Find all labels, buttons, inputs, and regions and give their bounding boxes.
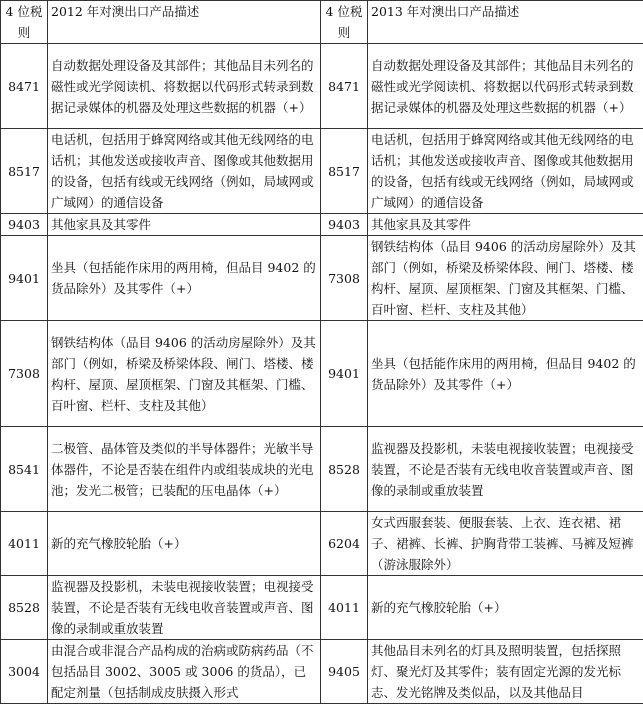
row-code-2013: 6204 <box>321 512 368 576</box>
row-desc-2012: 其他家具及其零件 <box>48 214 321 236</box>
row-code-2013: 9401 <box>321 321 368 427</box>
row-desc-2012: 新的充气橡胶轮胎（+） <box>48 512 321 576</box>
row-code-2012: 9401 <box>1 236 48 321</box>
table-row <box>1 512 643 576</box>
table-row <box>1 640 643 704</box>
row-code-2013: 9405 <box>321 640 368 704</box>
table-row <box>1 129 643 214</box>
header-desc-2013: 2013 年对澳出口产品描述 <box>368 1 643 44</box>
row-code-2012: 8528 <box>1 576 48 640</box>
row-code-2013: 8528 <box>321 427 368 512</box>
row-code-2012: 4011 <box>1 512 48 576</box>
row-code-2013: 8517 <box>321 129 368 214</box>
table-row <box>1 576 643 640</box>
row-desc-2012: 钢铁结构体（品目 9406 的活动房屋除外）及其部门（例如，桥梁及桥梁体段、闸门、塔楼、楼构杆、屋顶、屋顶框架、门窗及其框架、门槛、百叶窗、栏杆、支柱及其他） <box>48 321 321 427</box>
table-row <box>1 427 643 512</box>
row-desc-2013: 其他品目未列名的灯具及照明装置，包括探照灯、聚光灯及其零件；装有固定光源的发光标志、发光铭牌及类似品，以及其他品目 <box>368 640 643 704</box>
header-code-2013: 4 位税则 <box>321 1 368 44</box>
row-code-2013: 7308 <box>321 236 368 321</box>
row-desc-2013: 自动数据处理设备及其部件；其他品目未列名的磁性或光学阅读机、将数据以代码形式转录到数据记录媒体的机器及处理这些数据的机器（+） <box>368 44 643 129</box>
row-code-2012: 8517 <box>1 129 48 214</box>
table-row <box>1 44 643 129</box>
row-code-2013: 8471 <box>321 44 368 129</box>
row-desc-2012: 电话机，包括用于蜂窝网络或其他无线网络的电话机；其他发送或接收声音、图像或其他数据用的设备，包括有线或无线网络（例如，局域网或广域网）的通信设备 <box>48 129 321 214</box>
table-row <box>1 321 643 427</box>
row-desc-2012: 二极管、晶体管及类似的半导体器件；光敏半导体器件，不论是否装在组件内或组装成块的光电池；发光二极管；已装配的压电晶体（+） <box>48 427 321 512</box>
row-desc-2013: 新的充气橡胶轮胎（+） <box>368 576 643 640</box>
row-code-2012: 9403 <box>1 214 48 236</box>
row-desc-2012: 自动数据处理设备及其部件；其他品目未列名的磁性或光学阅读机、将数据以代码形式转录到数据记录媒体的机器及处理这些数据的机器（+） <box>48 44 321 129</box>
table-row <box>1 214 643 236</box>
row-code-2013: 9403 <box>321 214 368 236</box>
row-desc-2013: 坐具（包括能作床用的两用椅，但品目 9402 的货品除外）及其零件（+） <box>368 321 643 427</box>
row-desc-2012: 监视器及投影机，未装电视接收装置；电视接受装置，不论是否装有无线电收音装置或声音、图像的录制或重放装置 <box>48 576 321 640</box>
row-desc-2013: 电话机，包括用于蜂窝网络或其他无线网络的电话机；其他发送或接收声音、图像或其他数据用的设备，包括有线或无线网络（例如，局域网或广域网）的通信设备 <box>368 129 643 214</box>
row-code-2012: 3004 <box>1 640 48 704</box>
row-desc-2013: 监视器及投影机，未装电视接收装置；电视接受装置，不论是否装有无线电收音装置或声音、图像的录制或重放装置 <box>368 427 643 512</box>
row-desc-2013: 钢铁结构体（品目 9406 的活动房屋除外）及其部门（例如，桥梁及桥梁体段、闸门、塔楼、楼构杆、屋顶、屋顶框架、门窗及其框架、门槛、百叶窗、栏杆、支柱及其他） <box>368 236 643 321</box>
row-code-2012: 7308 <box>1 321 48 427</box>
row-desc-2012: 坐具（包括能作床用的两用椅，但品目 9402 的货品除外）及其零件（+） <box>48 236 321 321</box>
row-desc-2013: 其他家具及其零件 <box>368 214 643 236</box>
row-code-2012: 8471 <box>1 44 48 129</box>
row-code-2012: 8541 <box>1 427 48 512</box>
table-header-row <box>1 1 643 44</box>
row-desc-2012: 由混合或非混合产品构成的治病或防病药品（不包括品目 3002、3005 或 3006 的货品），已配定剂量（包括制成皮肤摄入形式 <box>48 640 321 704</box>
row-desc-2013: 女式西服套装、便服套装、上衣、连衣裙、裙子、裙裤、长裤、护胸背带工装裤、马裤及短裤（游泳服除外） <box>368 512 643 576</box>
row-code-2013: 4011 <box>321 576 368 640</box>
header-desc-2012: 2012 年对澳出口产品描述 <box>48 1 321 44</box>
header-code-2012: 4 位税则 <box>1 1 48 44</box>
table-row <box>1 236 643 321</box>
